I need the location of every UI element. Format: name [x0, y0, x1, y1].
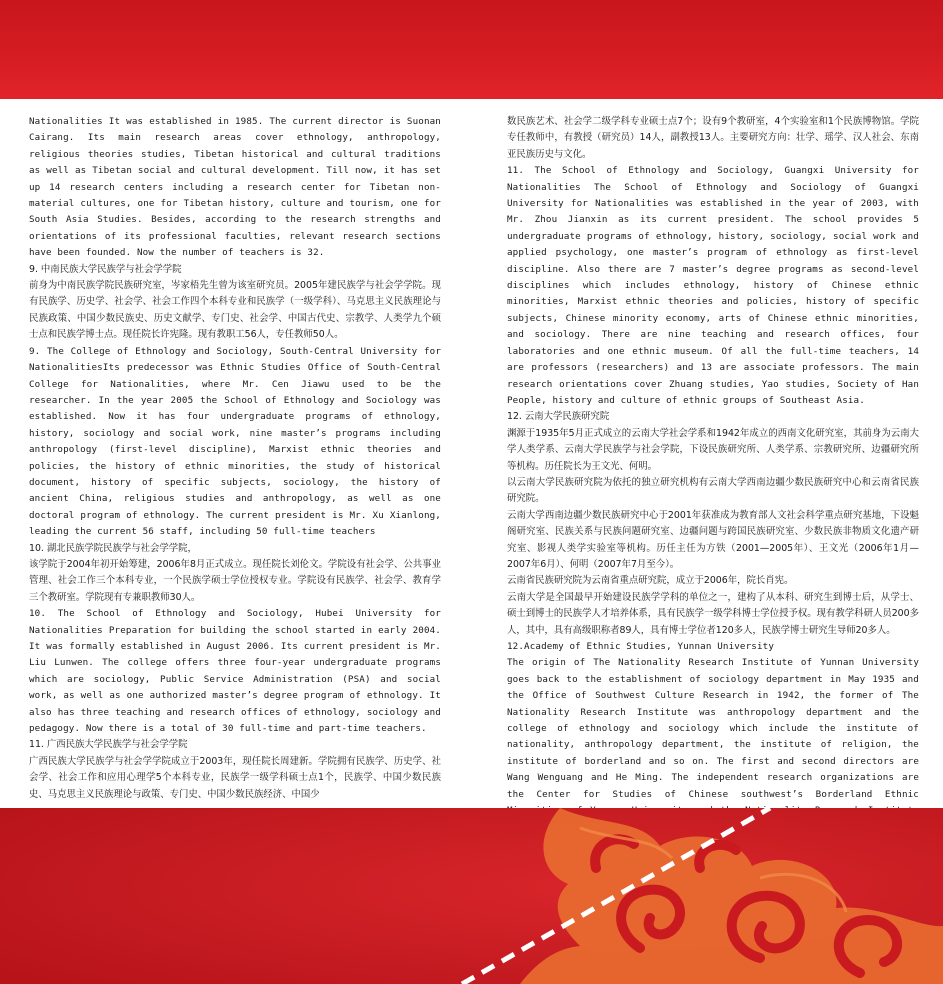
section-heading-en: 12.Academy of Ethnic Studies, Yunnan University [507, 641, 775, 652]
section-heading-zh: 10. 湖北民族学院民族学与社会学学院， [29, 542, 197, 554]
paragraph-en: Nationalities It was established in 1985. The current director is Suonan Cairang. Its main research areas cover ethnology, anthropology, religious theories studies, Tibetan historical and cultural traditions as well as Tibetan social and cultural development. Till now, it has set up 14 research centers including a research center for Tibetan non-material cultures, one for Tibetan history, culture and tourism, one for South Asia Studies. Besides, according to the research strengths and orientations of its professional faculties, relevant research sections have been founded. Now the number of teachers is 32. [29, 116, 441, 259]
paragraph-zh: 以云南大学民族研究院为依托的独立研究机构有云南大学西南边疆少数民族研究中心和云南省民族研究院。 [507, 476, 919, 505]
bottom-decorative-band [0, 808, 943, 984]
left-text-column [29, 114, 441, 803]
paragraph-zh: 前身为中南民族学院民族研究室，岑家梧先生曾为该室研究员。2005年建民族学与社会学学院。现有民族学、历史学、社会学、社会工作四个本科专业和民族学（一级学科）、马克思主义民族理论与民族政策、中国少数民族史、历史文献学、专门史、社会学、中国古代史、宗教学、人类学九个硕士点和民族学博士点。现任院长许宪隆。现有教职工56人，专任教师50人。 [29, 280, 441, 341]
section-heading-zh: 9. 中南民族大学民族学与社会学学院 [29, 263, 182, 275]
cloud-swirl-decoration [0, 808, 943, 984]
section-heading-zh: 12. 云南大学民族研究院 [507, 411, 610, 423]
section-heading-zh: 11. 广西民族大学民族学与社会学学院 [29, 739, 188, 751]
paragraph-en: 10. The School of Ethnology and Sociology, Hubei University for Nationalities Preparation for building the school started in early 2004. It was formally established in August 2006. Its current president is Mr. Liu Lunwen. The college offers three four-year undergraduate programs which are sociology, Public Service Administration (PSA) and social work, as well as one authorized master’s degree program of ethnology. It also has three teaching and research offices of ethnology, sociology and pedagogy. Now there is a total of 30 full-time and part-time teachers. [29, 608, 441, 735]
paragraph-zh: 渊源于1935年5月正式成立的云南大学社会学系和1942年成立的西南文化研究室，其前身为云南大学人类学系、云南大学民族学与社会学院，下设民族研究所、人类学系、宗教研究所、边疆研究所等机构。历任院长为王文光、何明。 [507, 427, 919, 472]
top-red-band [0, 0, 943, 99]
paragraph-zh: 该学院于2004年初开始筹建，2006年8月正式成立。现任院长刘伦文。学院设有社会学、公共事业管理、社会工作三个本科专业，一个民族学硕士学位授权专业。学院设有民族学、社会学、教育学三个教研室。学院现有专兼职教师30人。 [29, 558, 441, 603]
paragraph-en: The origin of The Nationality Research Institute of Yunnan University goes back to the establishment of sociology department in May 1935 and the Office of Southwest Culture Research in 1942, the former of The Nationality Research Institute was anthropology department and the college of ethnology and sociology which include the institute of nationality, anthropology department, the institute of religion, the institute of borderland and so on. The first and second directors are Wang Wenguang and He Ming. The independent research organizations are the Center for Studies of Chinese southwest’s Borderland Ethnic [507, 657, 919, 800]
paragraph-en: 9. The College of Ethnology and Sociology, South-Central University for NationalitiesIts predecessor was Ethnic Studies Office of South-Central College for Nationalities, where Mr. Cen Jiawu used to be the researcher. In the year 2005 the School of Ethnology and Sociology was established. Now it has four undergraduate programs of ethnology, history, sociology and social work, nine master’s programs including anthropology (first-level discipline), Marxist ethnic theories and policies, the history of ethnic minorities, the study of historical document, history of specific subjects, sociology, the history of ancient China, religious studies and anthropology, as well as one doctoral program of ethnology. The current president is Mr. Xu Xianlong, leading the current 56 staff, including 50 full-time teachers [29, 345, 441, 538]
paragraph-zh: 云南大学是全国最早开始建设民族学学科的单位之一，建构了从本科、研究生到博士后，从学士、硕士到博士的民族学人才培养体系，具有民族学一级学科博士学位授予权。现有教学科研人员200多人，其中，具有高级职称者89人，具有博士学位者120多人，民族学博士研究生导师20多人。 [507, 591, 919, 636]
paragraph-zh: 数民族艺术、社会学二级学科专业硕士点7个；设有9个教研室，4个实验室和1个民族博物馆。学院专任教师中，有教授（研究员）14人，副教授13人。主要研究方向：壮学、瑶学、汉人社会、东南亚民族历史与文化。 [507, 116, 919, 160]
right-text-column [507, 114, 919, 836]
paragraph-zh: 云南省民族研究院为云南省重点研究院，成立于2006年，院长肖宪。 [507, 575, 794, 587]
paragraph-zh: 广西民族大学民族学与社会学学院成立于2003年，现任院长周建新。学院拥有民族学、历史学、社会学、社会工作和应用心理学5个本科专业，民族学一级学科硕士点1个，民族学、中国少数民族史、马克思主义民族理论与政策、专门史、中国少数民族经济、中国少 [29, 755, 441, 800]
paragraph-en: 11. The School of Ethnology and Sociology, Guangxi University for Nationalities The School of Ethnology and Sociology of Guangxi University for Nationalities was established in the year of 2003, with Mr. Zhou Jianxin as its current president. The school provides 5 undergraduate programs of ethnology, history, sociology, social work and applied psychology, one master’s program of ethnology as first-level discipline. Also there are 7 master’s degree programs as second-level disciplines which includes ethnology, history of Chinese ethnic minorities, Marxist ethnic theories and policies, history of specific subjects, Chinese minority economy, arts of Chinese ethnic minorities, and sociology. There are nine teaching and research offices, four laboratories and one ethnic museum. Of all the full-time teachers, 14 are professors (researchers) and 13 are associate professors. The main research orientations cover Zhuang studies, Yao studies, Society of Han People, history and culture of ethnic groups of Southeast Asia. [507, 165, 919, 406]
paragraph-zh: 云南大学西南边疆少数民族研究中心于2001年获准成为教育部人文社会科学重点研究基地，下设魁阁研究室、民族关系与民族问题研究室、边疆问题与跨国民族研究室、少数民族非物质文化遗产研究室、影视人类学实验室等机构。历任主任为方铁（2001—2005年）、王文光（2006年1月—2007年6月）、何明（2007年7月至今）。 [507, 509, 919, 570]
